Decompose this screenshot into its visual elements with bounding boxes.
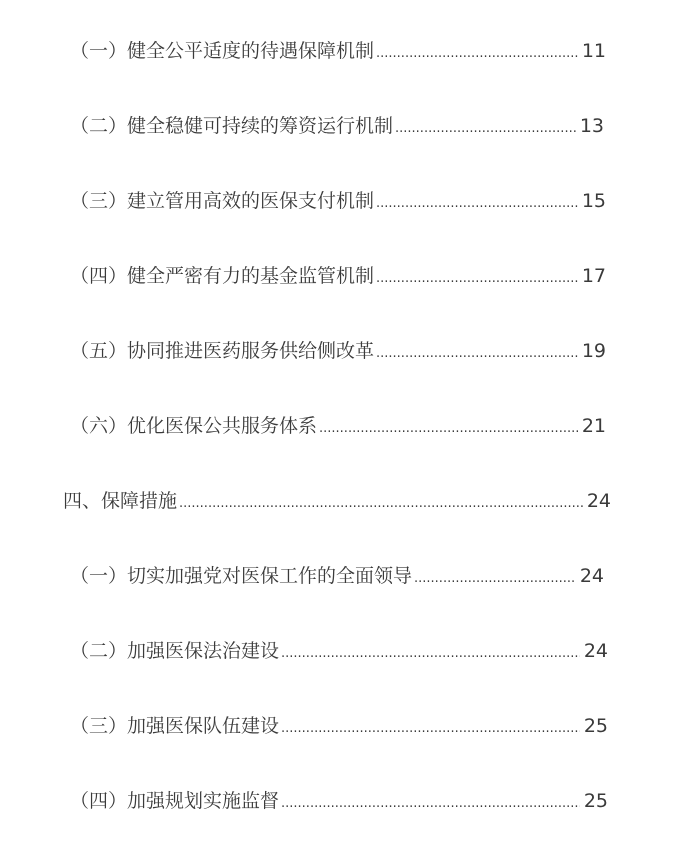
toc-page-number: 24 xyxy=(586,490,611,512)
toc-entry[interactable] xyxy=(70,636,608,666)
toc-entry-title: （三）建立管用高效的医保支付机制 xyxy=(70,190,375,212)
toc-leader-dots xyxy=(414,564,576,594)
toc-entry[interactable] xyxy=(70,111,604,141)
toc-entry[interactable] xyxy=(70,261,606,291)
toc-page-number: 24 xyxy=(583,640,608,662)
toc-entry-title: （三）加强医保队伍建设 xyxy=(70,715,280,737)
toc-page-number: 24 xyxy=(579,565,604,587)
toc-page-number: 25 xyxy=(583,715,608,737)
toc-leader-dots xyxy=(281,789,580,819)
toc-entry-title: （六）优化医保公共服务体系 xyxy=(70,415,318,437)
toc-leader-dots xyxy=(319,414,578,444)
toc-page-number: 17 xyxy=(581,265,606,287)
toc-entry-title: （四）加强规划实施监督 xyxy=(70,790,280,812)
toc-entry-title: （一）健全公平适度的待遇保障机制 xyxy=(70,40,375,62)
toc-leader-dots xyxy=(376,189,578,219)
toc-entry[interactable] xyxy=(70,411,606,441)
toc-entry[interactable] xyxy=(70,561,604,591)
toc-page-number: 25 xyxy=(583,790,608,812)
toc-entry-title: （四）健全严密有力的基金监管机制 xyxy=(70,265,375,287)
toc-leader-dots xyxy=(376,339,578,369)
toc-leader-dots xyxy=(179,489,583,519)
toc-page-number: 19 xyxy=(581,340,606,362)
toc-leader-dots xyxy=(395,114,576,144)
toc-leader-dots xyxy=(376,39,578,69)
toc-entry-title: （一）切实加强党对医保工作的全面领导 xyxy=(70,565,413,587)
toc-entry[interactable] xyxy=(70,711,608,741)
toc-entry[interactable] xyxy=(70,786,608,816)
toc-entry-title: （五）协同推进医药服务供给侧改革 xyxy=(70,340,375,362)
toc-page-number: 13 xyxy=(579,115,604,137)
toc-page-number: 11 xyxy=(581,40,606,62)
toc-entry-section[interactable] xyxy=(63,486,611,516)
toc-leader-dots xyxy=(281,714,580,744)
toc-entry-title: （二）健全稳健可持续的筹资运行机制 xyxy=(70,115,394,137)
toc-entry[interactable] xyxy=(70,336,606,366)
toc-entry[interactable] xyxy=(70,186,606,216)
toc-leader-dots xyxy=(376,264,578,294)
toc-leader-dots xyxy=(281,639,580,669)
toc-entry-title: （二）加强医保法治建设 xyxy=(70,640,280,662)
toc-page-number: 15 xyxy=(581,190,606,212)
toc-page-number: 21 xyxy=(581,415,606,437)
toc-entry-title: 四、保障措施 xyxy=(63,490,178,512)
toc-entry[interactable] xyxy=(70,36,606,66)
